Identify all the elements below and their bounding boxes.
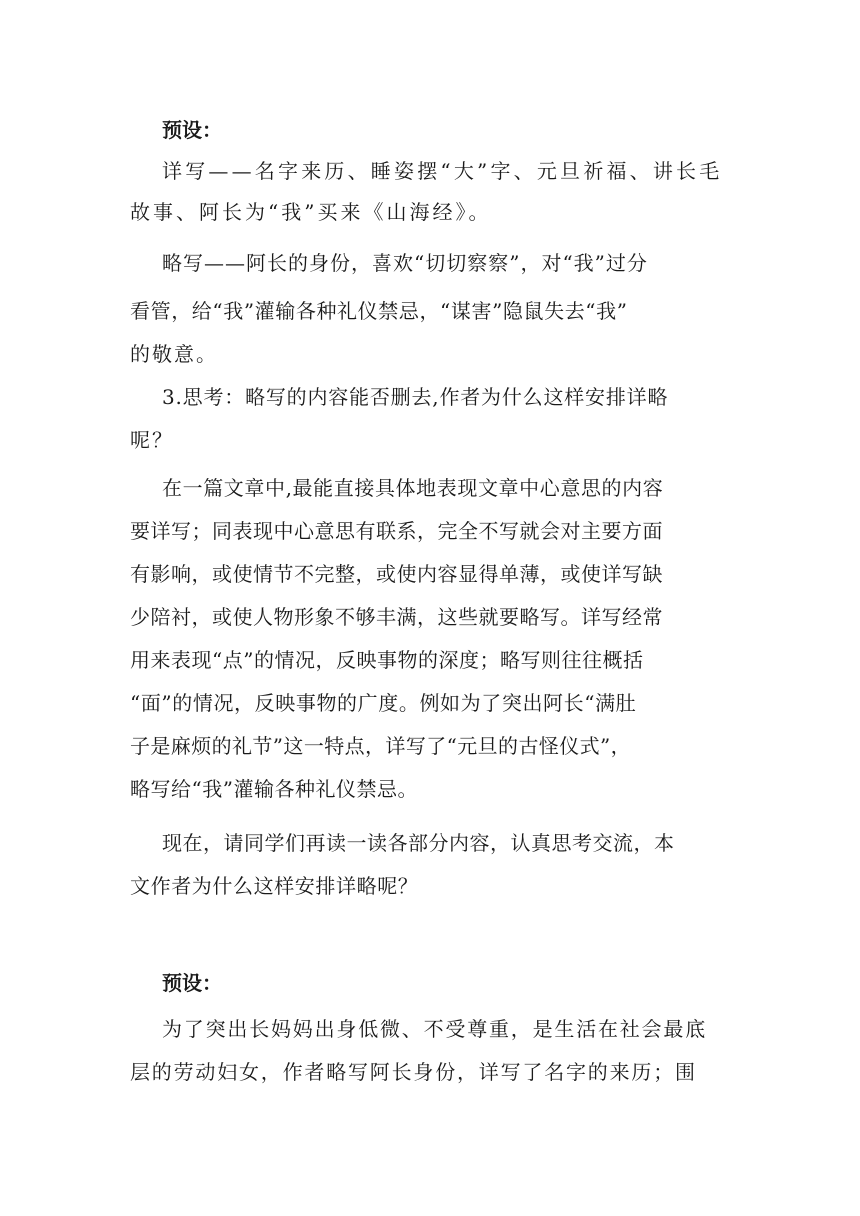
explanation-line-2: 要详写；同表现中心意思有联系，完全不写就会对主要方面 — [130, 519, 663, 543]
explanation-line-6: “面”的情况，反映事物的广度。例如为了突出阿长“满肚 — [130, 691, 637, 715]
preset-2-line-2: 层的劳动妇女，作者略写阿长身份，详写了名字的来历；围 — [130, 1060, 697, 1084]
prompt-line-1: 现在，请同学们再读一读各部分内容，认真思考交流，本 — [162, 831, 675, 855]
question-3-line-1: 3.思考：略写的内容能否删去,作者为什么这样安排详略 — [162, 385, 669, 409]
brief-line-1: 略写——阿长的身份，喜欢“切切察察”，对“我”过分 — [162, 251, 648, 275]
prompt-line-2: 文作者为什么这样安排详略呢？ — [130, 874, 419, 898]
explanation-line-4: 少陪衬，或使人物形象不够丰满，这些就要略写。详写经常 — [130, 605, 663, 629]
preset-heading-2: 预设： — [162, 971, 222, 995]
brief-line-3: 的敬意。 — [130, 342, 218, 366]
explanation-line-7: 子是麻烦的礼节”这一特点，详写了“元旦的古怪仪式”， — [130, 734, 632, 758]
detailed-line-1: 详写——名字来历、睡姿摆“大”字、元旦祈福、讲长毛 — [162, 159, 723, 183]
preset-2-line-1: 为了突出长妈妈出身低微、不受尊重，是生活在社会最底 — [162, 1017, 707, 1041]
explanation-line-3: 有影响，或使情节不完整，或使内容显得单薄，或使详写缺 — [130, 562, 663, 586]
brief-line-2: 看管，给“我”灌输各种礼仪禁忌，“谋害”隐鼠失去“我” — [130, 299, 628, 323]
explanation-line-5: 用来表现“点”的情况，反映事物的深度；略写则往往概括 — [130, 648, 644, 672]
question-3-line-2: 呢？ — [130, 428, 174, 452]
preset-heading-1: 预设： — [162, 118, 222, 142]
detailed-line-2: 故事、阿长为“我”买来《山海经》。 — [130, 200, 492, 224]
explanation-line-8: 略写给“我”灌输各种礼仪禁忌。 — [130, 777, 418, 801]
explanation-line-1: 在一篇文章中,最能直接具体地表现文章中心意思的内容 — [162, 476, 664, 500]
